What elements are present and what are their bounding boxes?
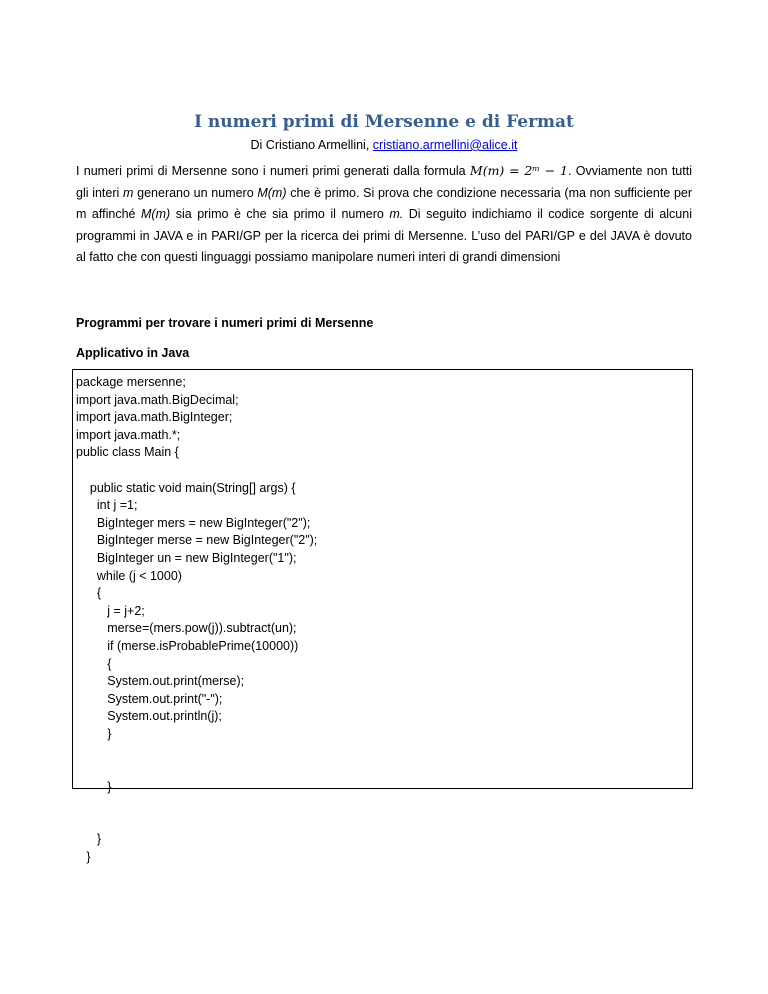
intro-text-6: Di seguito indichiamo il codice sorgente di alcuni programmi in JAVA e in PARI/GP per la ricerca dei primi di Mersenne. L’uso del PARI/GP e del JAVA è dovuto al fatto che con questi linguaggi possiamo manipolare numeri interi di grandi dimensioni	[76, 207, 692, 264]
intro-var-mm-2: M(m)	[141, 207, 171, 221]
intro-paragraph	[76, 160, 692, 269]
intro-text-2: . Ovviamente non tutti gli interi	[76, 164, 692, 200]
section-heading-programs: Programmi per trovare i numeri primi di Mersenne	[76, 316, 374, 330]
java-source-code: package mersenne; import java.math.BigDecimal; import java.math.BigInteger; import java.math.*; public class Main { public static void main(String[] args) { int j =1; BigInteger mers = new BigInteger("2"); BigInteger merse = new BigInteger("2"); BigInteger un = new BigInteger("1"); while (j < 1000) { j = j+2; merse=(mers.pow(j)).subtract(un); if (merse.isProbablePrime(10000)) { System.out.print(merse); System.out.print("-"); System.out.println(j); } } } }	[76, 375, 318, 865]
author-line	[0, 138, 768, 152]
intro-text-1: I numeri primi di Mersenne sono i numeri primi generati dalla formula	[76, 164, 470, 178]
author-email-link[interactable]: cristiano.armellini@alice.it	[372, 138, 518, 152]
intro-var-mm: M(m)	[257, 185, 287, 200]
intro-var-m: m	[123, 185, 134, 200]
intro-text-3: generano un numero	[133, 185, 258, 200]
code-box	[72, 369, 693, 865]
mersenne-formula: M(m) = 2ᵐ − 1	[469, 163, 568, 178]
intro-text-5: sia primo è che sia primo il numero	[170, 207, 390, 221]
author-name: Di Cristiano Armellini,	[250, 138, 373, 152]
intro-var-m-2: m.	[389, 207, 404, 221]
section-heading-java: Applicativo in Java	[76, 346, 190, 360]
intro-text-4: che è primo. Si prova che condizione necessaria (ma non sufficiente per m affinché	[76, 185, 693, 221]
page-title: I numeri primi di Mersenne e di Fermat	[194, 112, 574, 132]
